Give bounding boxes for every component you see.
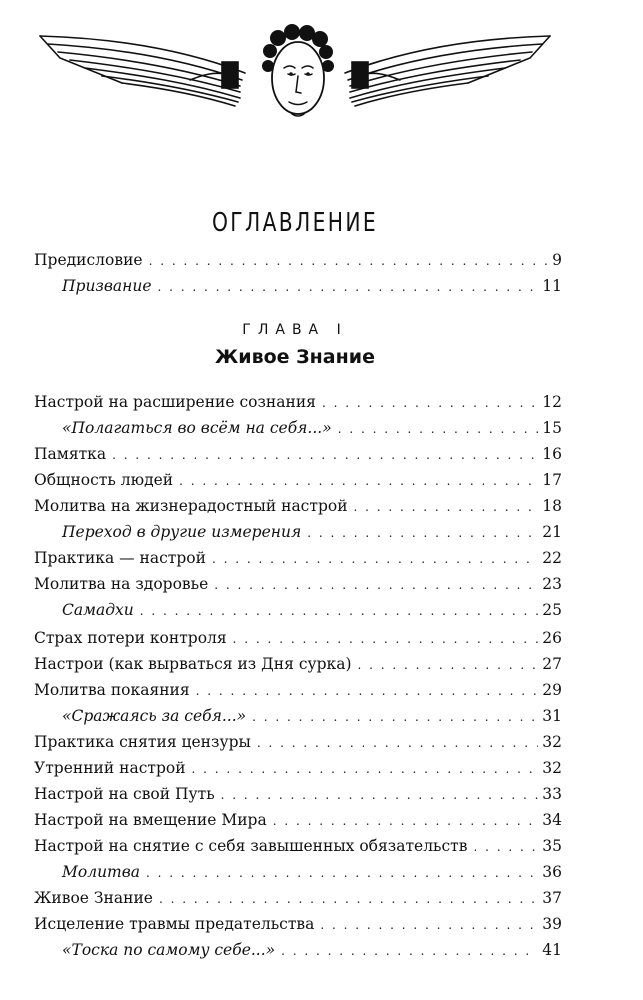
dot-leader [153, 887, 538, 911]
toc-entry[interactable] [62, 416, 562, 440]
toc-entry-title: Практика — настрой [34, 549, 206, 567]
toc-entry-page: 12 [542, 393, 562, 411]
toc-entry-page: 25 [542, 601, 562, 619]
toc-entry-title: Самадхи [62, 601, 134, 619]
dot-leader [227, 627, 539, 651]
toc-entry-title: Настрой на снятие с себя завышенных обязательств [34, 837, 468, 855]
toc-entry-page: 33 [542, 785, 562, 803]
toc-entry-page: 26 [542, 629, 562, 647]
toc-entry-title: Живое Знание [34, 889, 153, 907]
dot-leader [314, 913, 538, 937]
toc-entry-title: Молитва [62, 863, 141, 881]
toc-entry[interactable] [34, 572, 562, 596]
toc-entry[interactable] [34, 546, 562, 570]
toc-entry[interactable] [34, 442, 562, 466]
toc-entry-page: 32 [542, 759, 562, 777]
toc-entry[interactable] [34, 248, 562, 272]
dot-leader [140, 861, 538, 885]
toc-entry-page: 29 [542, 681, 562, 699]
dot-leader [275, 939, 538, 963]
toc-entry-title: Молитва на здоровье [34, 575, 209, 593]
toc-entry-page: 36 [542, 863, 562, 881]
toc-entry-title: Предисловие [34, 251, 143, 269]
toc-entry-title: «Сражаясь за себя...» [62, 707, 247, 725]
dot-leader [143, 249, 549, 273]
chapter-label: ГЛАВА I [242, 322, 348, 338]
toc-entry-page: 41 [542, 941, 562, 959]
toc-entry-page: 9 [552, 251, 562, 269]
dot-leader [186, 757, 539, 781]
toc-entry-title: Настрой на расширение сознания [34, 393, 316, 411]
dot-leader [467, 835, 538, 859]
dot-leader [301, 521, 538, 545]
toc-entry-page: 39 [542, 915, 562, 933]
toc-entry-page: 16 [542, 445, 562, 463]
dot-leader [106, 443, 538, 467]
toc-entry-title: Общность людей [34, 471, 174, 489]
toc-entry-title: Настрой на свой Путь [34, 785, 215, 803]
toc-entry-page: 32 [542, 733, 562, 751]
toc-entry[interactable] [34, 468, 562, 492]
toc-entry[interactable] [34, 912, 562, 936]
toc-title: ОГЛАВЛЕНИЕ [211, 208, 379, 239]
toc-entry-page: 31 [542, 707, 562, 725]
dot-leader [152, 275, 539, 299]
dot-leader [267, 809, 539, 833]
toc-entry[interactable] [62, 704, 562, 728]
toc-entry-title: Утренний настрой [34, 759, 186, 777]
toc-entry-title: Памятка [34, 445, 107, 463]
toc-entry-title: Молитва покаяния [34, 681, 190, 699]
toc-entry-page: 37 [542, 889, 562, 907]
dot-leader [352, 653, 539, 677]
dot-leader [190, 679, 539, 703]
toc-entry[interactable] [34, 834, 562, 858]
toc-entry-title: Молитва на жизнерадостный настрой [34, 497, 348, 515]
dot-leader [316, 391, 538, 415]
toc-entry-page: 23 [542, 575, 562, 593]
dot-leader [246, 705, 538, 729]
toc-entry[interactable] [34, 678, 562, 702]
toc-entry-page: 22 [542, 549, 562, 567]
toc-entry-title: «Тоска по самому себе...» [62, 941, 276, 959]
dot-leader [348, 495, 539, 519]
toc-entry-page: 34 [542, 811, 562, 829]
toc-entry-title: Настрой на вмещение Мира [34, 811, 267, 829]
toc-entry-title: Практика снятия цензуры [34, 733, 251, 751]
chapter-title: Живое Знание [215, 346, 375, 368]
toc-entry[interactable] [62, 520, 562, 544]
toc-entry[interactable] [34, 808, 562, 832]
toc-entry[interactable] [34, 886, 562, 910]
dot-leader [173, 469, 538, 493]
toc-entry[interactable] [62, 860, 562, 884]
toc-entry-page: 21 [542, 523, 562, 541]
toc-entry[interactable] [34, 730, 562, 754]
toc-entry[interactable] [62, 598, 562, 622]
dot-leader [206, 547, 538, 571]
toc-entry[interactable] [62, 938, 562, 962]
toc-entry-title: «Полагаться во всём на себя...» [62, 419, 332, 437]
dot-leader [134, 599, 539, 623]
toc-entry-title: Исцеление травмы предательства [34, 915, 315, 933]
toc-entry-title: Страх потери контроля [34, 629, 227, 647]
toc-entry[interactable] [62, 274, 562, 298]
dot-leader [215, 783, 539, 807]
toc-entry[interactable] [34, 782, 562, 806]
toc-entry[interactable] [34, 756, 562, 780]
toc-entry[interactable] [34, 494, 562, 518]
toc-entry-page: 17 [542, 471, 562, 489]
toc-entry-title: Призвание [62, 277, 152, 295]
toc-entry[interactable] [34, 390, 562, 414]
toc-entry-page: 27 [542, 655, 562, 673]
dot-leader [251, 731, 538, 755]
dot-leader [332, 417, 539, 441]
toc-entry[interactable] [34, 652, 562, 676]
toc-entry-page: 18 [542, 497, 562, 515]
dot-leader [208, 573, 538, 597]
toc-entry-title: Переход в другие измерения [62, 523, 302, 541]
toc-entry-page: 11 [542, 277, 562, 295]
toc-entry-page: 15 [542, 419, 562, 437]
toc-entry-page: 35 [542, 837, 562, 855]
toc-entry[interactable] [34, 626, 562, 650]
toc-entry-title: Настрои (как вырваться из Дня сурка) [34, 655, 352, 673]
